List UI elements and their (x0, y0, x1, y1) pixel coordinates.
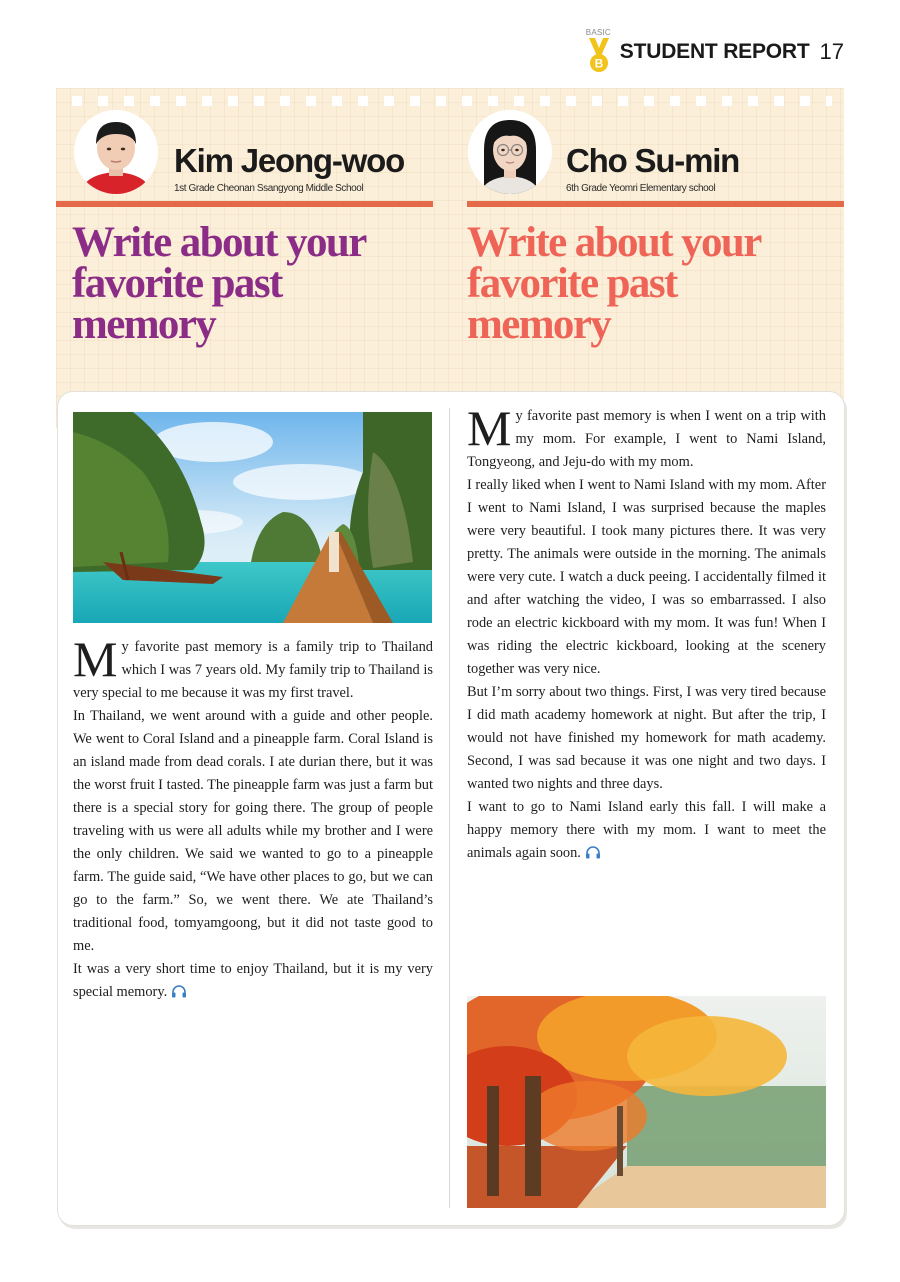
prompt-line: memory (467, 301, 611, 348)
page-number: 17 (819, 39, 844, 64)
paragraph-text: y favorite past memory is when I went on a trip with my mom. For example, I went to Nami Island, Tongyeong, and Jeju-do with my mom. (467, 408, 826, 470)
prompt-line: Write about your (467, 219, 761, 266)
article-paragraph: In Thailand, we went around with a guide and other people. We went to Coral Island and a pineapple farm. Coral Island is an island made from dead corals. I ate durian there, but it was the worst fruit I tasted. The pineapple farm was just a farm but there is a special story for going there. The group of people traveling with us were all adults while my brother and I were the only children. We said we wanted to go to a pineapple farm. The guide said, “We have other places to go, but we can go to the farm.” So, we went there. We ate Thailand’s traditional food, tomyamgoong, but it did not taste good to me. (73, 708, 433, 954)
author-name: Kim Jeong-woo (174, 142, 405, 179)
article-paragraph (467, 796, 826, 867)
author-name: Cho Su-min (566, 142, 740, 179)
logo-letter: B (594, 56, 604, 71)
drop-cap: M (73, 631, 118, 687)
prompt-line: memory (72, 301, 216, 348)
prompt-heading-left (72, 219, 432, 348)
headphones-icon (171, 983, 187, 1006)
article-left (73, 631, 433, 1006)
basic-logo-icon (586, 28, 614, 76)
avatar-cho-su-min (468, 110, 552, 194)
author-school: 6th Grade Yeomri Elementary school (566, 183, 716, 194)
divider-rule-left (56, 201, 433, 207)
divider-rule-right (467, 201, 844, 207)
page-header (586, 28, 844, 76)
author-school: 1st Grade Cheonan Ssangyong Middle School (174, 183, 364, 194)
author-block-left (56, 110, 434, 210)
thailand-lagoon-photo (73, 412, 432, 623)
article-paragraph (467, 400, 826, 474)
tape-dots-decoration (72, 96, 832, 106)
logo-basic-text: BASIC (585, 28, 611, 37)
paragraph-text: I want to go to Nami Island early this fall. I will make a happy memory there with my mom. I want to meet the animals again soon. (467, 799, 826, 861)
prompt-heading-right (467, 219, 827, 348)
paragraph-text: It was a very short time to enjoy Thailand, but it is my very special memory. (73, 961, 433, 1000)
drop-cap: M (467, 400, 512, 456)
paragraph-text: y favorite past memory is a family trip to Thailand which I was 7 years old. My family trip to Thailand is very special to me because it was my first travel. (73, 639, 433, 701)
column-divider (449, 408, 450, 1208)
nami-island-maples-photo (467, 996, 826, 1208)
article-right (467, 400, 826, 867)
author-block-right (466, 110, 844, 210)
prompt-line: Write about your (72, 219, 366, 266)
section-title: STUDENT REPORT (619, 40, 810, 63)
headphones-icon (585, 844, 601, 867)
prompt-line: favorite past (467, 260, 677, 307)
article-paragraph (73, 631, 433, 705)
avatar-kim-jeong-woo (74, 110, 158, 194)
article-paragraph: But I’m sorry about two things. First, I was very tired because I did math academy homework at night. But after the trip, I would not have finished my homework for math academy. Second, I was sad because it was one night and two days. I wanted two nights and three days. (467, 684, 826, 792)
prompt-line: favorite past (72, 260, 282, 307)
article-paragraph (73, 958, 433, 1006)
article-paragraph: I really liked when I went to Nami Island with my mom. After I went to Nami Island, I was surprised because the maples were very beautiful. I took many pictures there. It was very pretty. The animals were outside in the morning. The animals were very cute. I watch a duck peeing. I accidentally filmed it and after watching the video, I was so embarrassed. I also rode an electric kickboard with my mom. It was fun! When I was riding the electric kickboard, looking at the scenery together was very nice. (467, 477, 826, 677)
